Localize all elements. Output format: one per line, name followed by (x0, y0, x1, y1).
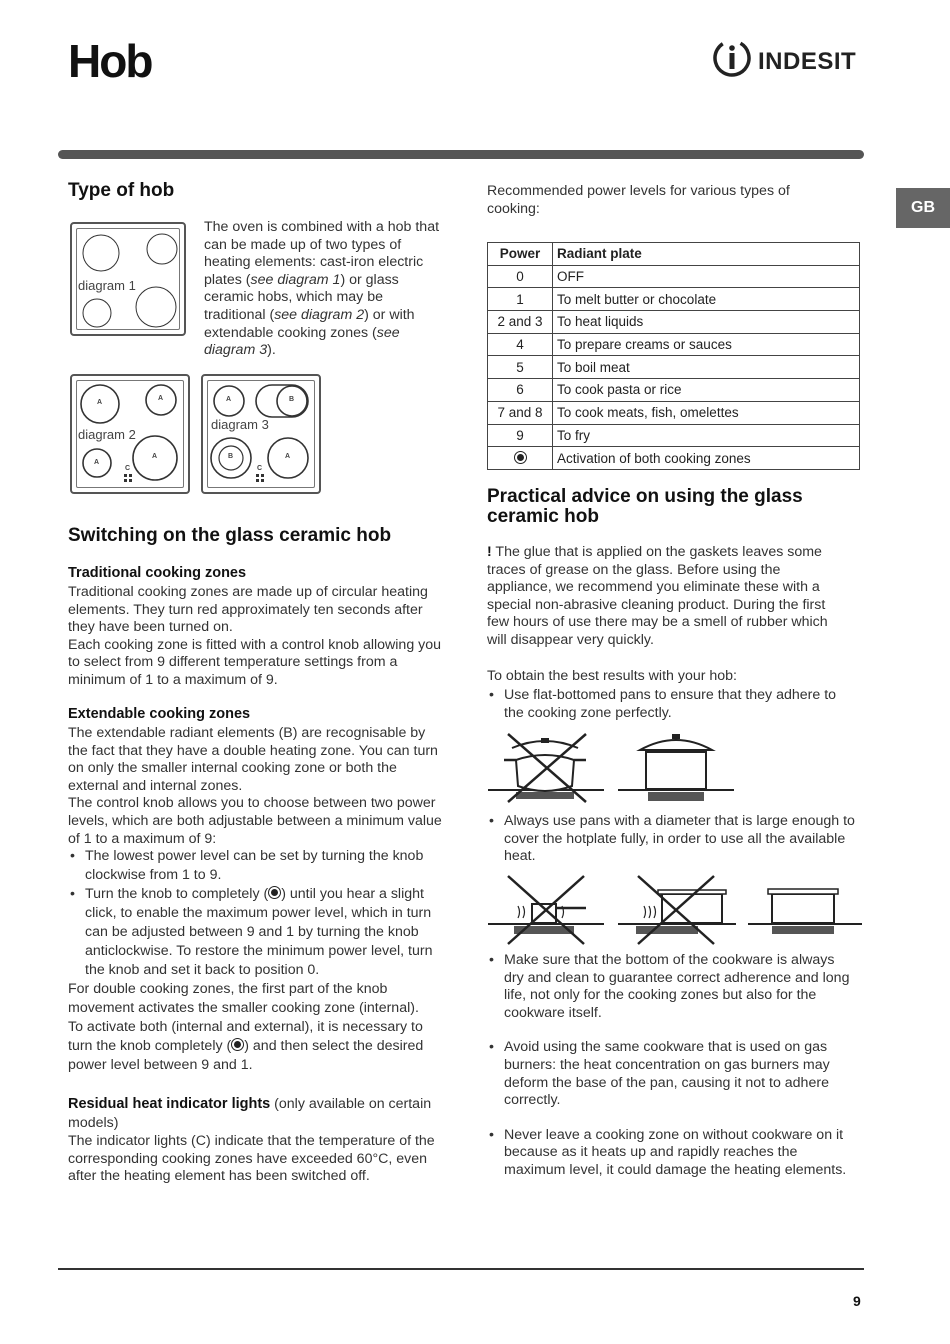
diagram-3-label: diagram 3 (211, 417, 269, 432)
residual-heat-heading: Residual heat indicator lights (68, 1096, 271, 1112)
zone-a-label: A (285, 453, 291, 460)
zone-c-label: C (125, 465, 131, 472)
table-row: Activation of both cooking zones (488, 447, 860, 470)
zone-b-label: B (228, 453, 234, 460)
zone-a-label: A (158, 395, 164, 402)
correct-size-pan-icon (748, 889, 862, 934)
footer-divider (58, 1268, 864, 1270)
list-item: • Always use pans with a diameter that is large enough to cover the hotplate fully, in order to use all the available heat. (487, 813, 857, 866)
indesit-logo (712, 38, 864, 78)
flat-bottomed-pans-illustration (486, 730, 864, 805)
table-row: 6 To cook pasta or rice (488, 379, 860, 402)
offset-pan-incorrect-icon (618, 876, 736, 944)
table-row: 1 To melt butter or chocolate (488, 288, 860, 311)
recommended-levels-text: Recommended power levels for various types of cooking: (487, 183, 790, 217)
correct-pan-icon (618, 734, 734, 801)
table-row: 9 To fry (488, 424, 860, 447)
incorrect-pan-icon (488, 734, 604, 802)
small-pan-incorrect-icon (488, 876, 604, 944)
page-number: 9 (853, 1293, 861, 1309)
traditional-zones-text: Traditional cooking zones are made up of circular heating elements. They turn red approximately ten seconds after they have been turned on. Each cooking zone is fitted with a control knob allowing you to select from 9 different temperature settings from a minimum of 1 to a maximum of 9. (68, 584, 442, 688)
diagram-1-label: diagram 1 (78, 278, 136, 293)
pan-diameter-illustration (486, 874, 864, 946)
extendable-zones-heading: Extendable cooking zones (68, 706, 251, 722)
table-row: 4 To prepare creams or sauces (488, 333, 860, 356)
list-item: • Use flat-bottomed pans to ensure that they adhere to the cooking zone perfectly. (487, 687, 857, 722)
max-power-symbol-icon (231, 1038, 244, 1051)
power-levels-table (487, 242, 860, 470)
page-title: Hob (68, 35, 152, 87)
diagram-2-label: diagram 2 (78, 427, 136, 442)
advice-list-1 (487, 687, 857, 722)
best-results-intro: To obtain the best results with your hob: (487, 668, 737, 684)
zone-a-label: A (152, 453, 158, 460)
extendable-zones-text: The extendable radiant elements (B) are recognisable by the fact that they have a double heating zone. You can turn on only the smaller internal cooking zone or both the external and internal zones. The control knob allows you to choose between two power levels, which are both adjustable between a minimum value of 1 to a maximum of 9: (68, 725, 442, 847)
zone-c-label: C (257, 465, 263, 472)
list-item: • Never leave a cooking zone on without cookware on it because as it heats up and rapidly reaches the maximum level, it could damage the heating elements. (487, 1127, 857, 1180)
header-divider (58, 150, 864, 159)
glue-warning-text: ! The glue that is applied on the gaskets leaves some traces of grease on the glass. Before using the appliance, we recommend you eliminate these with a special non-abrasive cleaning product. During the first few hours of use there may be a smell of rubber which will disappear very quickly. (487, 544, 828, 648)
diagram-3 (201, 374, 321, 494)
power-column-header: Power (488, 243, 553, 266)
advice-list-2 (487, 813, 857, 866)
zone-a-label: A (94, 459, 100, 466)
list-item: • Avoid using the same cookware that is used on gas burners: the heat concentration on gas burners may deform the base of the pan, causing it not to adhere correctly. (487, 1039, 857, 1109)
advice-list-3 (487, 952, 857, 1180)
type-of-hob-text: The oven is combined with a hob that can be made up of two types of heating elements: cast-iron electric plates (see diagram 1) or glass ceramic hobs, which may be traditional (see diagram 2) or with extendable cooking zones (see diagram 3). (204, 219, 440, 359)
radiant-plate-column-header: Radiant plate (553, 243, 860, 266)
practical-advice-heading: Practical advice on using the glass ceramic hob (487, 486, 803, 527)
zone-a-label: A (226, 396, 232, 403)
extendable-zones-list (68, 847, 444, 980)
table-row: 0 OFF (488, 265, 860, 288)
diagram-1 (70, 222, 186, 336)
table-row: 7 and 8 To cook meats, fish, omelettes (488, 401, 860, 424)
zone-b-label: B (289, 396, 295, 403)
table-row: 2 and 3 To heat liquids (488, 311, 860, 334)
diagram-2 (70, 374, 190, 494)
residual-heat-section: Residual heat indicator lights (only available on certain models) The indicator lights (C) indicate that the temperature of the corresponding cooking zones have exceeded 60°C, even after the heating element has been switched off. (68, 1096, 435, 1185)
zone-a-label: A (97, 399, 103, 406)
switching-on-heading: Switching on the glass ceramic hob (68, 525, 392, 546)
list-item: • The lowest power level can be set by turning the knob clockwise from 1 to 9. (68, 847, 444, 885)
list-item: • Make sure that the bottom of the cookware is always dry and clean to guarantee correct adherence and long life, not only for the cooking zones but also for the cookware itself. (487, 952, 857, 1022)
table-row: 5 To boil meat (488, 356, 860, 379)
max-power-symbol-icon (268, 886, 281, 899)
type-of-hob-heading: Type of hob (68, 180, 175, 201)
language-tab: GB (896, 188, 950, 228)
list-item: • Turn the knob to completely ( ) until you hear a slight click, to enable the maximum power level, which in turn can be adjusted between 9 and 1 by turning the knob anticlockwise. To restore the minimum power level, turn the knob and set it back to position 0. (68, 885, 444, 980)
svg-text:INDESIT: INDESIT (758, 48, 857, 75)
double-zones-text: For double cooking zones, the first part of the knob movement activates the smaller cooking zone (internal). To activate both (internal and external), it is necessary to turn the knob completely ( ) and then select the desired power level between 9 and 1. (68, 981, 424, 1073)
traditional-zones-heading: Traditional cooking zones (68, 565, 247, 581)
max-power-symbol-icon (514, 451, 527, 464)
